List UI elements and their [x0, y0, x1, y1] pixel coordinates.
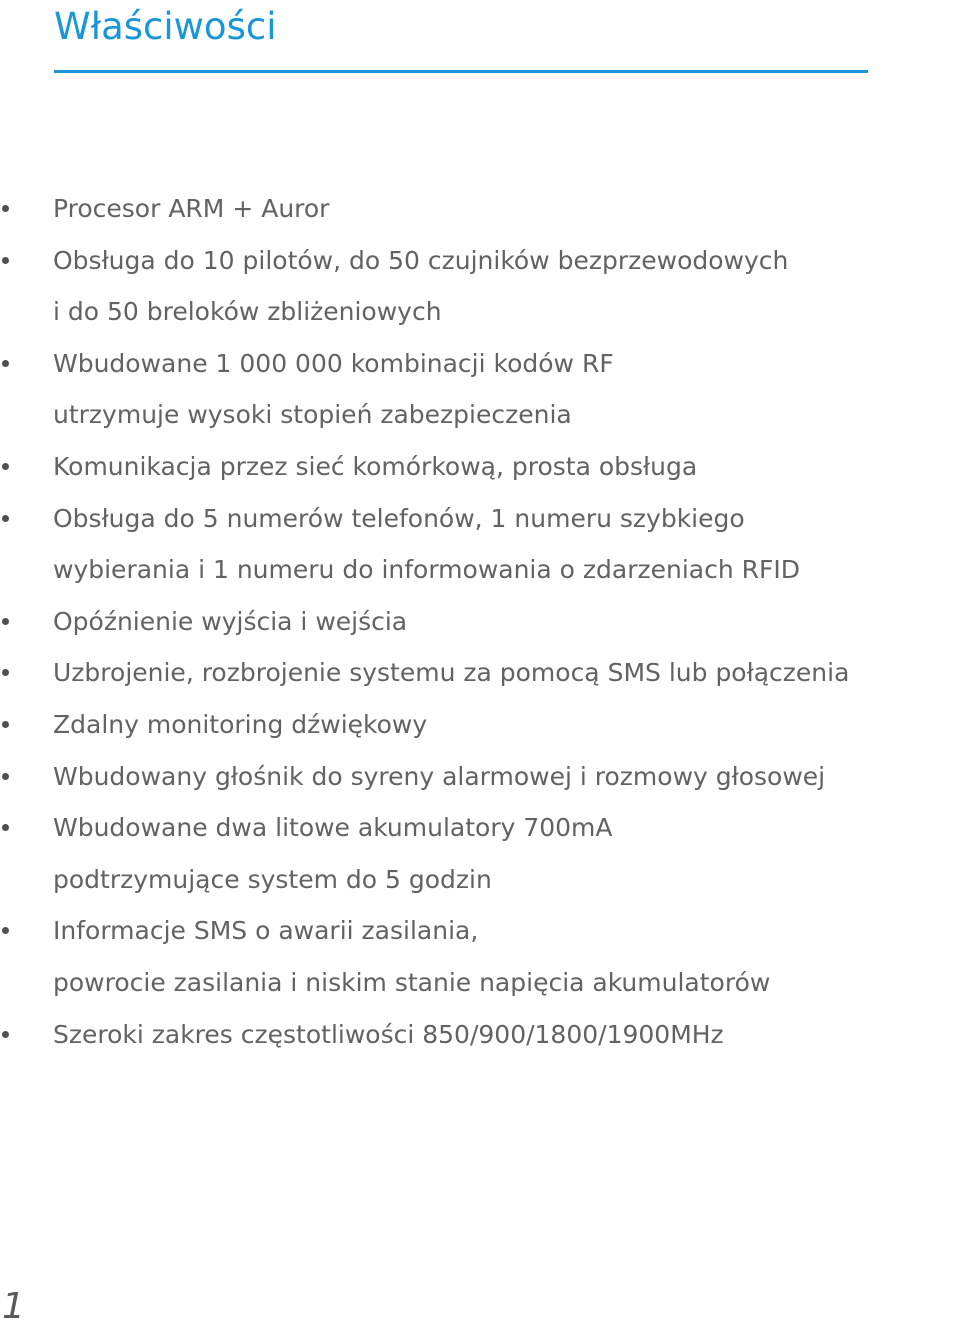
bullet-dot-icon — [2, 257, 9, 264]
feature-item — [0, 751, 960, 803]
bullet-dot-icon — [2, 515, 9, 522]
bullet-dot-icon — [2, 773, 9, 780]
bullet-dot-icon — [2, 1031, 9, 1038]
feature-text: Procesor ARM + Auror — [53, 194, 330, 223]
bullet-dot-icon — [2, 618, 9, 625]
feature-text: Wbudowane dwa litowe akumulatory 700mA — [53, 813, 613, 843]
feature-text: Obsługa do 10 pilotów, do 50 czujników bezprzewodowych — [53, 245, 789, 275]
feature-item — [0, 183, 960, 235]
feature-text: Zdalny monitoring dźwiękowy — [53, 709, 428, 739]
feature-item — [0, 802, 960, 905]
feature-item — [0, 699, 960, 751]
page-title: Właściwości — [54, 5, 277, 48]
feature-item — [0, 1009, 960, 1061]
feature-text: Informacje SMS o awarii zasilania, — [53, 916, 479, 946]
feature-text-continuation: i do 50 breloków zbliżeniowych — [53, 297, 442, 327]
feature-text: Opóźnienie wyjścia i wejścia — [53, 606, 408, 636]
feature-text-continuation: wybierania i 1 numeru do informowania o zdarzeniach RFID — [53, 555, 800, 585]
feature-text-continuation: powrocie zasilania i niskim stanie napięcia akumulatorów — [53, 967, 771, 997]
feature-item — [0, 905, 960, 1008]
bullet-dot-icon — [2, 721, 9, 728]
feature-item — [0, 338, 960, 441]
feature-list — [0, 183, 960, 1060]
feature-text-continuation: podtrzymujące system do 5 godzin — [53, 864, 492, 894]
title-underline — [54, 70, 868, 73]
feature-text: Komunikacja przez sieć komórkową, prosta obsługa — [53, 451, 698, 481]
feature-text: Szeroki zakres częstotliwości 850/900/1800/1900MHz — [53, 1019, 724, 1049]
feature-text: Uzbrojenie, rozbrojenie systemu za pomocą SMS lub połączenia — [53, 658, 850, 688]
bullet-dot-icon — [2, 360, 9, 367]
feature-text-continuation: utrzymuje wysoki stopień zabezpieczenia — [53, 400, 572, 430]
feature-item — [0, 647, 960, 699]
feature-item — [0, 235, 960, 338]
feature-text: Obsługa do 5 numerów telefonów, 1 numeru szybkiego — [53, 503, 745, 533]
feature-item — [0, 596, 960, 648]
page-number: 1 — [2, 1286, 25, 1327]
feature-text: Wbudowany głośnik do syreny alarmowej i rozmowy głosowej — [53, 761, 826, 791]
feature-item — [0, 441, 960, 493]
feature-text: Wbudowane 1 000 000 kombinacji kodów RF — [53, 348, 614, 378]
bullet-dot-icon — [2, 205, 9, 212]
bullet-dot-icon — [2, 463, 9, 470]
feature-item — [0, 493, 960, 596]
